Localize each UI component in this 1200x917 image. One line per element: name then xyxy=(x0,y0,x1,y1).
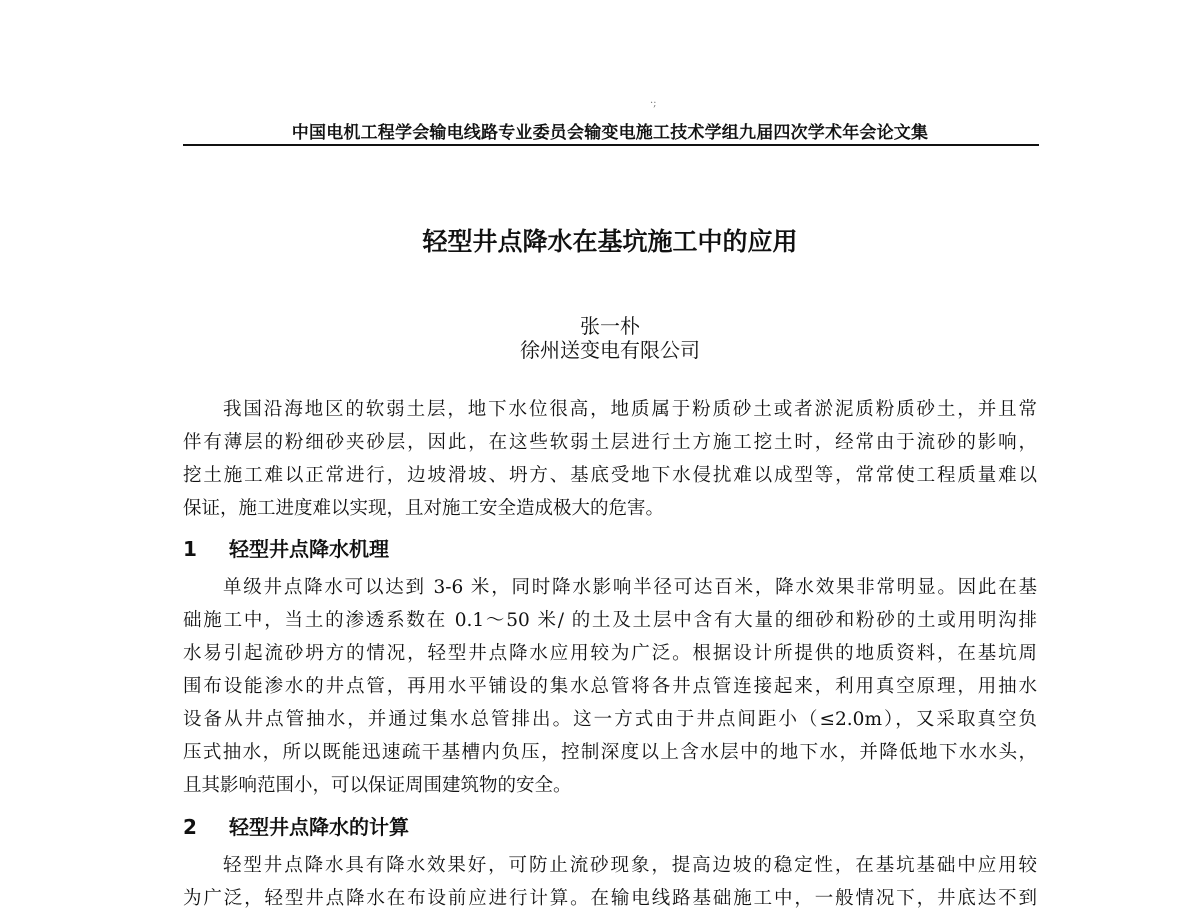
running-head: 中国电机工程学会输电线路专业委员会输变电施工技术学组九届四次学术年会论文集 xyxy=(291,123,929,143)
text-line: 轻型井点降水具有降水效果好，可防止流砂现象，提高边坡的稳定性，在基坑基础中应用较 xyxy=(223,855,1037,876)
text-line: 水易引起流砂坍方的情况，轻型井点降水应用较为广泛。根据设计所提供的地质资料，在基坑周 xyxy=(183,643,1037,664)
text-line: 我国沿海地区的软弱土层，地下水位很高，地质属于粉质砂土或者淤泥质粉质砂土，并且常 xyxy=(223,399,1037,420)
text-line: 设备从井点管抽水，并通过集水总管排出。这一方式由于井点间距小（≤2.0m），又采取真空负 xyxy=(183,709,1037,730)
text-line: 且其影响范围小，可以保证周围建筑物的安全。 xyxy=(183,775,572,796)
section-title: 轻型井点降水的计算 xyxy=(229,815,409,839)
scan-mark: ·; xyxy=(650,98,657,109)
header-rule xyxy=(183,144,1039,146)
intro-paragraph xyxy=(183,393,1037,525)
section-number: 2 xyxy=(183,815,197,839)
text-line: 围布设能渗水的井点管，再用水平铺设的集水总管将各井点管连接起来，利用真空原理，用抽水 xyxy=(183,676,1037,697)
paper-title: 轻型井点降水在基坑施工中的应用 xyxy=(422,227,798,256)
text-line: 础施工中，当土的渗透系数在 0.1～50 米/ 的土及土层中含有大量的细砂和粉砂的土或用明沟排 xyxy=(183,610,1037,631)
text-line: 挖土施工难以正常进行，边坡滑坡、坍方、基底受地下水侵扰难以成型等，常常使工程质量难以 xyxy=(183,465,1037,486)
text-line: 为广泛，轻型井点降水在布设前应进行计算。在输电线路基础施工中，一般情况下，井底达不到 xyxy=(183,888,1037,909)
section-2-paragraph xyxy=(183,849,1037,915)
section-heading-2 xyxy=(183,811,409,840)
text-line: 压式抽水，所以既能迅速疏干基槽内负压，控制深度以上含水层中的地下水，并降低地下水水头， xyxy=(183,742,1037,763)
text-line: 伴有薄层的粉细砂夹砂层，因此，在这些软弱土层进行土方施工挖土时，经常由于流砂的影响， xyxy=(183,432,1037,453)
text-line: 保证，施工进度难以实现，且对施工安全造成极大的危害。 xyxy=(183,498,665,519)
section-number: 1 xyxy=(183,537,197,561)
section-1-paragraph xyxy=(183,571,1037,802)
section-heading-1 xyxy=(183,533,389,562)
author: 张一朴 xyxy=(580,314,640,338)
section-title: 轻型井点降水机理 xyxy=(229,537,389,561)
affiliation: 徐州送变电有限公司 xyxy=(520,338,700,362)
text-line: 单级井点降水可以达到 3-6 米，同时降水影响半径可达百米，降水效果非常明显。因此在基 xyxy=(223,577,1037,598)
